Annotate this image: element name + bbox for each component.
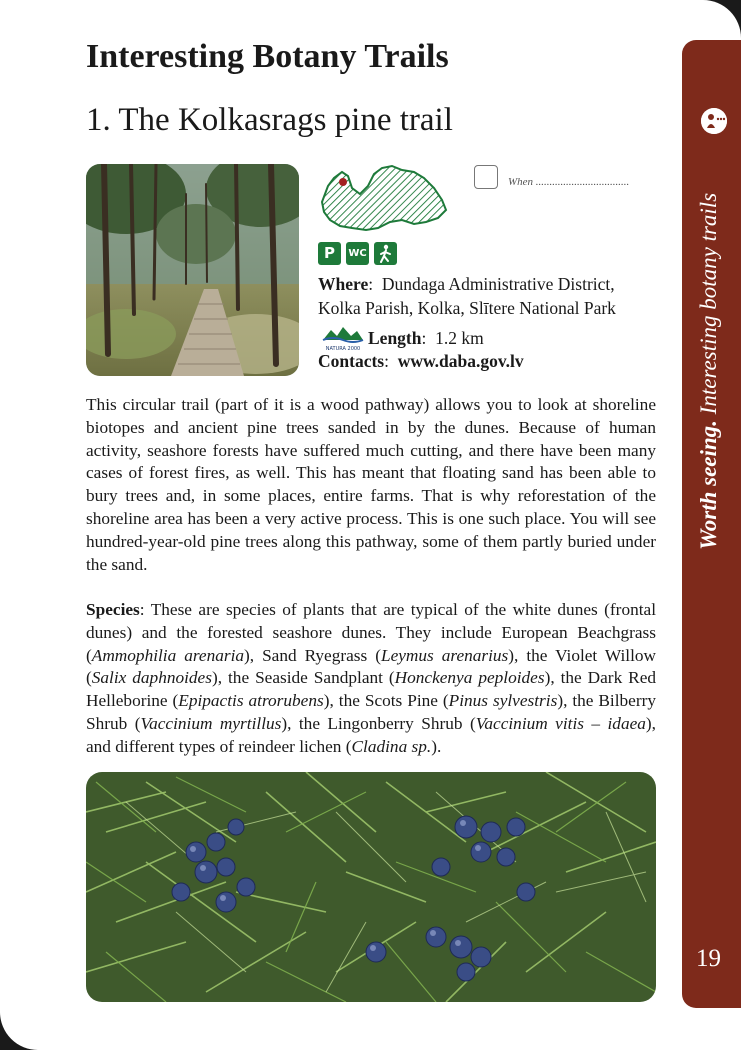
chapter-sidebar xyxy=(682,40,741,1008)
when-label: When .................................. xyxy=(508,176,630,188)
latvia-map xyxy=(318,160,448,236)
trail-title: 1. The Kolkasrags pine trail xyxy=(86,102,453,138)
where-line-1: Where: Dundaga Administrative District, xyxy=(318,274,615,294)
visited-checkbox[interactable] xyxy=(474,165,498,189)
parking-icon: P xyxy=(318,242,341,265)
contacts-link[interactable]: www.daba.gov.lv xyxy=(397,351,524,371)
length-info: Length: 1.2 km xyxy=(368,328,484,348)
walking-trail-icon xyxy=(374,242,397,265)
juniper-photo xyxy=(86,772,656,1002)
location-marker xyxy=(339,178,347,186)
where-line-2: Kolka Parish, Kolka, Slītere National Park xyxy=(318,298,616,318)
page-heading: Interesting Botany Trails xyxy=(86,38,449,75)
trail-photo xyxy=(86,164,299,376)
natura-2000-logo xyxy=(321,324,365,352)
page-number: 19 xyxy=(696,945,721,972)
svg-text:NATURA 2000: NATURA 2000 xyxy=(325,346,361,352)
species-paragraph: Species: These are species of plants that are typical of the white dunes (frontal dunes) and the forested seashore dunes. They include European Beachgrass (Ammophilia arenaria), Sand Ryegrass (Leymus arenarius), the Violet Willow (Salix daphnoides), the Seaside Sandplant (Honckenya peploides), the Dark Red Helleborine (Epipactis atrorubens), the Scots Pine (Pinus sylvestris), the Bilberry Shrub (Vaccinium myrtillus), the Lingonberry Shrub (Vaccinium vitis – idaea), and different types of reindeer lichen (Cladina sp.). xyxy=(86,600,657,756)
sidebar-section-title: Worth seeing. Interesting botany trails xyxy=(696,192,721,550)
trail-description: This circular trail (part of it is a wood pathway) allows you to look at shoreline biotopes and ancient pine trees sanded in by the dunes. Because of human activity, seashore forests have suffered much cutting, and there have been many cases of forest fires, as well. This has meant that floating sand has been able to bury trees and, in some places, entire farms. That is why reforestation of the shoreline area has been a very active process. This is one such place. You will see hundred-year-old pine trees along this pathway, some of them partly buried under the sand. xyxy=(86,395,656,574)
contacts-info: Contacts: www.daba.gov.lv xyxy=(318,351,524,371)
toilet-icon: WC xyxy=(346,242,369,265)
